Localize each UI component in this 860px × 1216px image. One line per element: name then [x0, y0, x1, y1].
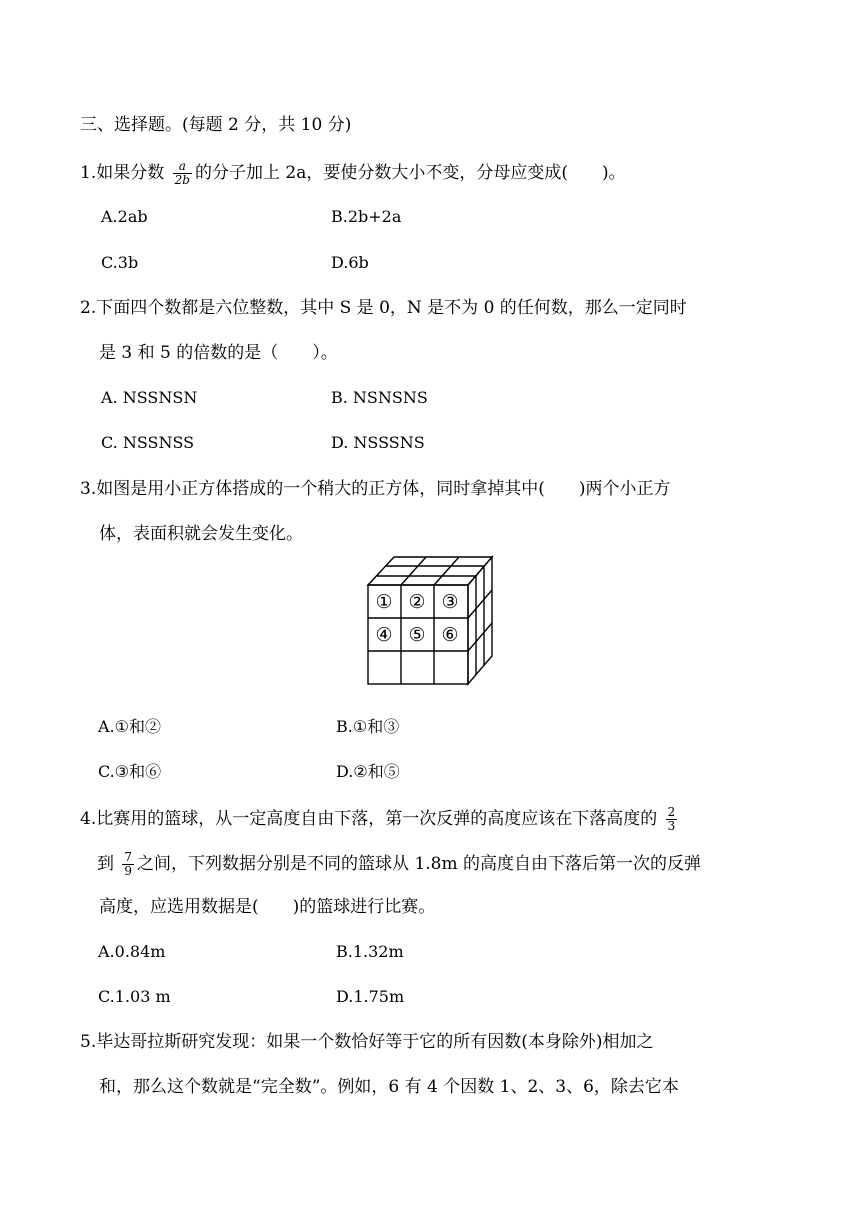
cube-label-1: ① — [375, 591, 393, 613]
q1-option-d[interactable]: D.6b — [331, 253, 369, 272]
question-5-line-2: 和，那么这个数就是“完全数”。例如，6 有 4 个因数 1、2、3、6，除去它本 — [99, 1077, 679, 1097]
cube-figure — [366, 555, 494, 687]
fraction-numerator: 7 — [124, 850, 133, 864]
cube-label-4: ④ — [375, 624, 393, 646]
question-4-line-2-prefix: 到 — [97, 854, 114, 874]
question-4-line-2-suffix: 之间，下列数据分别是不同的篮球从 1.8m 的高度自由下落后第一次的反弹 — [137, 854, 702, 874]
q4-option-a[interactable]: A.0.84m — [98, 942, 166, 961]
question-1-prefix: 1.如果分数 — [80, 163, 165, 183]
fraction-denominator: 2b — [174, 173, 190, 187]
question-3-line-1: 3.如图是用小正方体搭成的一个稍大的正方体，同时拿掉其中( )两个小正方 — [80, 479, 671, 499]
q3-option-b[interactable]: B.①和③ — [336, 717, 400, 736]
q2-option-c[interactable]: C. NSSNSS — [101, 433, 195, 452]
fraction-denominator: 9 — [124, 864, 133, 878]
q3-option-a[interactable]: A.①和② — [98, 717, 161, 736]
fraction-numerator: a — [178, 159, 186, 173]
q2-option-d[interactable]: D. NSSSNS — [331, 433, 425, 452]
question-4-line-2 — [97, 851, 701, 878]
question-1-suffix: 的分子加上 2a，要使分数大小不变，分母应变成( )。 — [194, 163, 626, 183]
fraction-2-over-3 — [666, 806, 678, 833]
question-5-line-1: 5.毕达哥拉斯研究发现：如果一个数恰好等于它的所有因数(本身除外)相加之 — [80, 1032, 654, 1052]
cube-label-3: ③ — [441, 591, 459, 613]
question-4-line-3: 高度，应选用数据是( )的篮球进行比赛。 — [99, 897, 436, 917]
fraction-denominator: 3 — [667, 819, 676, 833]
q1-option-a[interactable]: A.2ab — [101, 207, 148, 226]
cube-label-2: ② — [408, 591, 426, 613]
fraction-numerator: 2 — [667, 805, 676, 819]
question-2-line-2: 是 3 和 5 的倍数的是（ ）。 — [99, 343, 338, 363]
q2-option-b[interactable]: B. NSNSNS — [331, 388, 428, 407]
cube-label-6: ⑥ — [441, 624, 459, 646]
question-4-line-1-text: 4.比赛用的篮球，从一定高度自由下落，第一次反弹的高度应该在下落高度的 — [80, 809, 658, 829]
q4-option-d[interactable]: D.1.75m — [336, 987, 405, 1006]
cube-label-5: ⑤ — [408, 624, 426, 646]
question-4-line-1 — [80, 806, 680, 833]
q1-option-b[interactable]: B.2b+2a — [331, 207, 402, 226]
q4-option-c[interactable]: C.1.03 m — [98, 987, 171, 1006]
q3-option-c[interactable]: C.③和⑥ — [98, 762, 162, 781]
question-1 — [80, 160, 626, 187]
q3-option-d[interactable]: D.②和⑤ — [336, 762, 400, 781]
q2-option-a[interactable]: A. NSSNSN — [101, 388, 198, 407]
question-3-line-2: 体，表面积就会发生变化。 — [99, 524, 303, 544]
q1-option-c[interactable]: C.3b — [101, 253, 139, 272]
fraction-a-over-2b — [173, 160, 192, 187]
cube-top-face — [368, 557, 492, 585]
section-title: 三、选择题。(每题 2 分，共 10 分) — [80, 115, 352, 135]
q4-option-b[interactable]: B.1.32m — [336, 942, 404, 961]
question-2-line-1: 2.下面四个数都是六位整数，其中 S 是 0，N 是不为 0 的任何数，那么一定同时 — [80, 298, 687, 318]
fraction-7-over-9 — [122, 851, 134, 878]
